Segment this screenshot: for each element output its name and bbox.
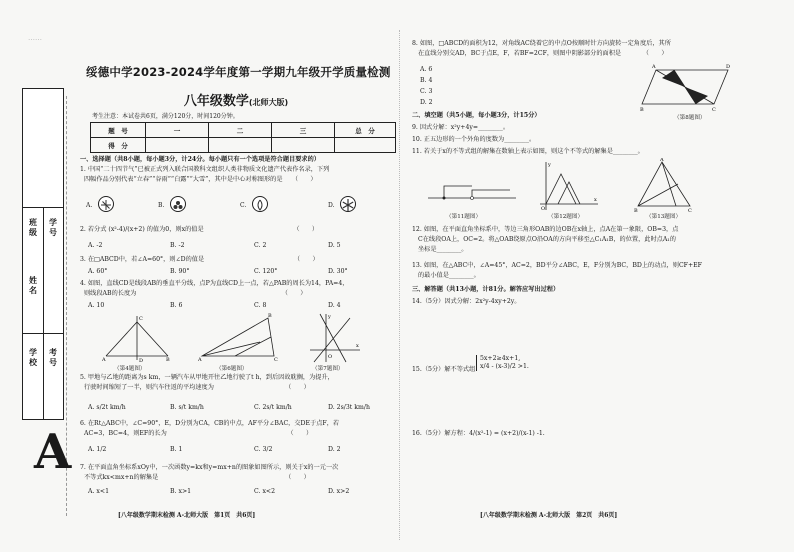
score-cell: 总 分 [335,123,396,138]
q12-line2: C在线段OA上，OC=2。将△OAB绕原点O沿OA的方向平移至△C₁A₁B，的位置，此时点A₁的 [418,236,676,243]
q2-opt: B. -2 [170,242,185,249]
fig-caption: （第12题图） [548,214,584,220]
q5-line1: 5. 甲地与乙地的距离为s km，一辆汽车从甲地开往乙地行驶了t h，到后因故耽搁，为提升， [80,374,334,381]
q7-opt: C. x<2 [254,488,276,495]
q3-opt: A. 60° [88,268,108,275]
q12-line1: 12. 如图，在平面直角坐标系中，等边三角形OAB的边OB在x轴上，点A在第一象限，OB=3，点 [412,226,679,233]
q2-opt: D. 5 [328,242,341,249]
fig-caption: （第11题图） [446,214,482,220]
q4-opt: A. 10 [88,302,105,309]
q8-opt: C. 3 [420,88,433,95]
q4-opt: C. 8 [254,302,267,309]
fig-caption: （第6题图） [216,366,248,372]
bind-vline [43,333,44,419]
q14-stem: 14.（5分）因式分解：2x²y-4xy+2y。 [412,298,521,305]
q13-line1: 13. 如图，在△ABC中，∠A=45°，AC=2，BD平分∠ABC，E，F分别为BC，BD上的动点，则CF+EF [412,262,702,269]
svg-text:C: C [712,107,716,112]
svg-text:x: x [594,197,597,203]
svg-text:B: B [166,357,170,362]
q2-opt: C. 2 [254,242,267,249]
bind-vline [43,207,44,333]
svg-text:O: O [328,354,333,360]
q8-line2: 在直线分别交AD，BC于点E，F，若BF=2CF，则图中阴影部分的面积是 （ ） [418,50,668,57]
score-input-cell[interactable] [335,138,396,153]
q13-line2: 的最小值是________。 [418,272,480,279]
fig-caption: （第13题图） [646,214,682,220]
score-input-cell[interactable] [146,138,209,153]
score-cell: 三 [272,123,335,138]
figure-q13 [634,158,694,212]
q11-stem: 11. 若关于x的不等式组的解集在数轴上表示如图，则这个不等式的解集是________。 [412,148,644,155]
svg-text:B: B [640,107,644,112]
school-label: 学校 [29,347,37,367]
q6-line1: 6. 在Rt△ABC中，∠C=90°，E，D分别为CA，CB的中点，AF平分∠BAC，交DE于点F，若 [80,420,340,427]
q6-line2: AC=3，BC=4，则EF的长为 （ ） [84,430,313,437]
figure-q6 [198,312,278,362]
svg-text:A: A [660,158,664,163]
q5-line2: 行驶时间缩短了一半，则汽车往返的平均速度为 （ ） [84,384,310,391]
score-cell: 一 [146,123,209,138]
q7-opt: D. x>2 [328,488,350,495]
q5-opt: D. 2s/3t km/h [328,404,370,411]
version-letter: A [34,424,72,480]
solar-term-d-icon [340,196,356,212]
svg-text:O: O [541,206,546,212]
class-label: 班级 [29,217,37,237]
svg-text:A: A [102,357,106,362]
score-header-row [91,123,396,138]
svg-text:y: y [548,162,551,168]
svg-text:A: A [652,64,656,70]
exam-note: 考生注意：本试卷共6页，满分120分，时间120分钟。 [92,113,239,120]
score-input-cell[interactable] [209,138,272,153]
figure-q12 [536,160,600,212]
edition-label: (北师大版) [248,98,289,107]
page-divider [399,30,400,540]
page2-footer: [八年级数学期末检测 A-北师大版 第2页 共6页] [480,512,618,519]
q1-line2: 四幅作品分别代表“立春”“谷雨”“白露”“大雪”，其中是中心对称图形的是 （ ） [84,176,317,183]
q4-opt: B. 6 [170,302,183,309]
q15-eq1: 5x+2≥4x+1, [480,355,521,362]
svg-text:A: A [198,357,202,362]
q7-opt: B. x>1 [170,488,192,495]
svg-text:D: D [726,64,731,70]
score-input-cell[interactable] [272,138,335,153]
svg-text:C: C [274,357,278,362]
q4-line1: 4. 如图，直线CD是线段AB的垂直平分线，点P为直线CD上一点，若△PAB的周长为14，PA=4， [80,280,349,287]
figure-q4 [102,312,172,362]
subject-title [86,90,386,109]
solar-term-c-icon [252,196,268,212]
q2-opt: A. -2 [88,242,103,249]
section3-heading: 三、解答题（共13小题，计81分。解答应写出过程） [412,286,560,293]
corner-stamp: …… [28,34,42,42]
q8-line1: 8. 如图，□ABCD的面积为12，对角线AC绕着它的中点O按顺时针方向旋转一定角度后，其所 [412,40,671,47]
figure-q11 [424,168,520,208]
q1-opt-b: B. [158,202,165,209]
q7-line1: 7. 在平面直角坐标系xOy中，一次函数y=kx和y=mx+n的图象如图所示，则关于x的一元一次 [80,464,339,471]
solar-term-a-icon [98,196,114,212]
svg-text:y: y [328,314,331,320]
svg-text:x: x [356,343,359,349]
q6-opt: A. 1/2 [88,446,107,453]
fig-caption: （第4题图） [114,366,146,372]
score-cell: 题 号 [91,123,146,138]
q3-stem: 3. 在□ABCD中，若∠A=60°，则∠D的值是 （ ） [80,256,319,263]
q9-stem: 9. 因式分解：x²y+4y=________。 [412,124,510,131]
score-table [90,122,396,153]
q16-stem: 16.（5分）解方程：4/(x²-1) = (x+2)/(x-1) -1. [412,430,545,437]
q7-opt: A. x<1 [88,488,110,495]
exam-title: 绥德中学2023-2024学年度第一学期九年级开学质量检测 [86,65,391,79]
svg-text:D: D [139,358,144,362]
q7-line2: 不等式kx<mx+n的解集是 （ ） [84,474,310,481]
q1-opt-d: D. [328,202,335,209]
q15-lead: 15.（5分）解不等式组： [412,366,482,373]
student-no-label: 学号 [49,217,57,237]
q8-opt: B. 4 [420,77,433,84]
name-label: 姓名 [29,275,37,295]
q3-opt: C. 120° [254,268,278,275]
q4-opt: D. 4 [328,302,341,309]
q5-opt: B. s/t km/h [170,404,204,411]
fig-caption: （第8题图） [674,115,706,121]
subject-name: 八年级数学 [183,94,249,109]
q6-opt: D. 2 [328,446,341,453]
binding-column [22,88,64,420]
q1-opt-c: C. [240,202,247,209]
q1-opt-a: A. [86,202,93,209]
svg-text:B: B [268,313,272,319]
q5-opt: A. s/2t km/h [88,404,126,411]
q3-opt: D. 30° [328,268,348,275]
q10-stem: 10. 正五边形的一个外角的度数为________。 [412,136,536,143]
fig-caption: （第7题图） [312,366,344,372]
svg-text:B: B [634,208,638,212]
section1-heading: 一、选择题（共8小题，每小题3分，计24分。每小题只有一个选项是符合题目要求的） [80,156,320,163]
q2-stem: 2. 若分式 (x²-4)/(x+2) 的值为0，则x的值是 （ ） [80,226,319,233]
section2-heading: 二、填空题（共5小题，每小题3分，计15分） [412,112,541,119]
figure-q8 [640,62,740,112]
q1-line1: 1. 中国“二十四节气”已被正式列入联合国教科文组织人类非物质文化遗产代表作名录，下列 [80,166,330,173]
q8-opt: A. 6 [420,66,433,73]
figure-q7 [306,310,362,364]
svg-text:C: C [139,316,143,322]
q15-system [476,355,529,371]
q15-eq2: x/4 - (x-3)/2 >1. [480,363,529,371]
q12-line3: 坐标是________。 [418,246,468,253]
svg-text:C: C [688,208,692,212]
q6-opt: C. 3/2 [254,446,273,453]
exam-no-label: 考号 [49,347,57,367]
page1-footer: [八年级数学期末检测 A-北师大版 第1页 共6页] [118,512,256,519]
score-cell: 得 分 [91,138,146,153]
q4-line2: 则线段AB的长度为 （ ） [84,290,307,297]
score-cell: 二 [209,123,272,138]
score-value-row [91,138,396,153]
q5-opt: C. 2s/t km/h [254,404,292,411]
q3-opt: B. 90° [170,268,190,275]
q8-opt: D. 2 [420,99,433,106]
q6-opt: B. 1 [170,446,183,453]
solar-term-b-icon [170,196,186,212]
